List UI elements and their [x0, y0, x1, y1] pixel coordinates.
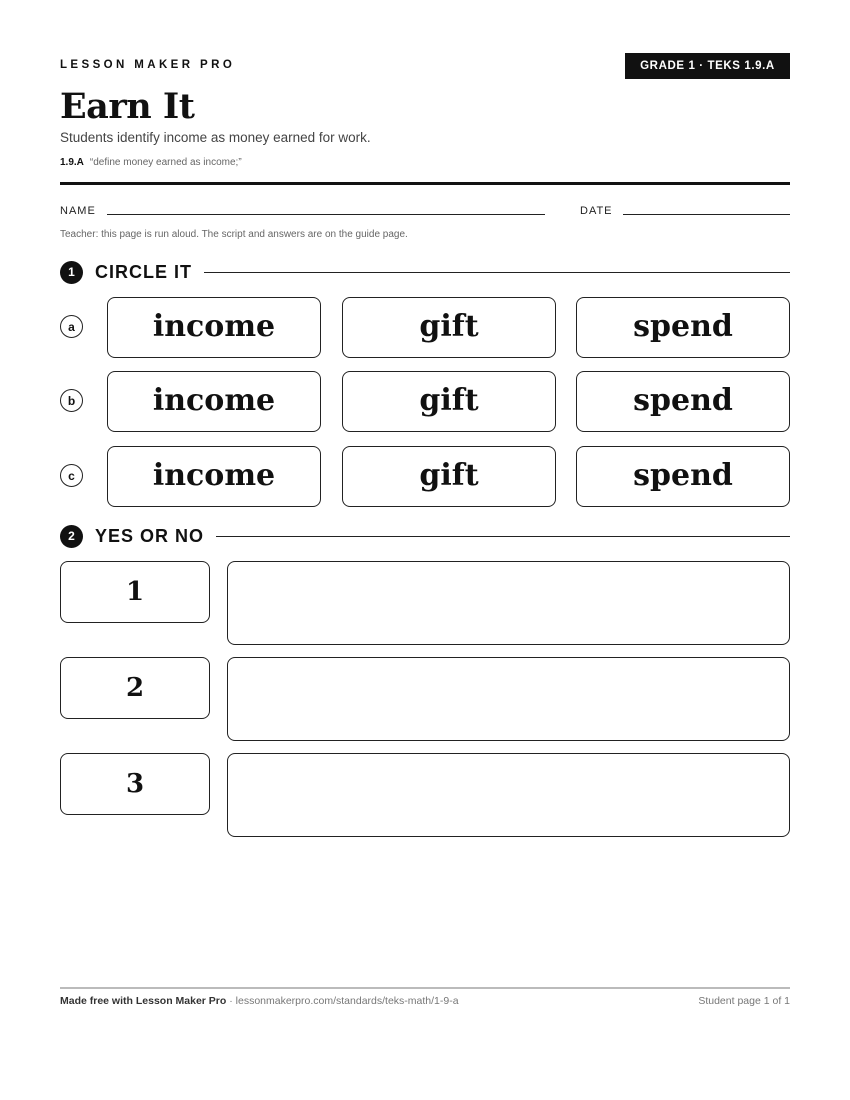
question-number-box: 3 [60, 753, 210, 815]
grade-badge: GRADE 1 · TEKS 1.9.A [625, 53, 790, 79]
circle-row-c [60, 446, 790, 508]
standard-quote: “define money earned as income;” [89, 157, 242, 168]
word-choice-income[interactable]: income [107, 297, 321, 358]
circle-row-a [60, 297, 790, 359]
question-number-box: 1 [60, 561, 210, 623]
page-title: Earn It [60, 86, 195, 127]
word-choice-spend[interactable]: spend [576, 297, 790, 358]
footer-url[interactable]: · lessonmakerpro.com/standards/teks-math/1-9-a [226, 995, 459, 1007]
footer-brand: Made free with Lesson Maker Pro [60, 995, 227, 1007]
section-title: CIRCLE IT [95, 261, 192, 282]
row-label: c [60, 464, 83, 487]
row-label: a [60, 315, 83, 338]
word-choice-spend[interactable]: spend [576, 446, 790, 507]
question-number-box: 2 [60, 657, 210, 719]
word-choice-income[interactable]: income [107, 446, 321, 507]
section-number-badge: 1 [60, 261, 83, 284]
answer-box[interactable] [227, 753, 790, 837]
header-divider [60, 182, 790, 185]
standard-code: 1.9.A [60, 157, 84, 168]
word-choice-gift[interactable]: gift [342, 446, 556, 507]
word-choice-gift[interactable]: gift [342, 297, 556, 358]
date-label: DATE [580, 205, 613, 217]
worksheet-page [60, 0, 790, 1100]
footer-page-number: Student page 1 of 1 [698, 995, 790, 1007]
section-divider [216, 536, 790, 537]
circle-row-b [60, 371, 790, 433]
word-choice-spend[interactable]: spend [576, 371, 790, 432]
section-circle-it-heading [60, 260, 790, 284]
answer-box[interactable] [227, 561, 790, 645]
date-field[interactable] [623, 214, 790, 215]
row-label: b [60, 389, 83, 412]
answer-box[interactable] [227, 657, 790, 741]
name-field[interactable] [107, 214, 545, 215]
footer-divider [60, 987, 790, 989]
teacher-note: Teacher: this page is run aloud. The script and answers are on the guide page. [60, 229, 408, 240]
footer-credit [60, 995, 459, 1007]
section-yes-or-no-heading [60, 524, 790, 548]
brand-name: LESSON MAKER PRO [60, 59, 236, 71]
name-label: NAME [60, 205, 96, 217]
word-choice-income[interactable]: income [107, 371, 321, 432]
section-divider [204, 272, 790, 273]
section-title: YES OR NO [95, 525, 205, 546]
page-subtitle: Students identify income as money earned for work. [60, 130, 371, 145]
standard-line [60, 157, 242, 168]
section-number-badge: 2 [60, 525, 83, 548]
word-choice-gift[interactable]: gift [342, 371, 556, 432]
